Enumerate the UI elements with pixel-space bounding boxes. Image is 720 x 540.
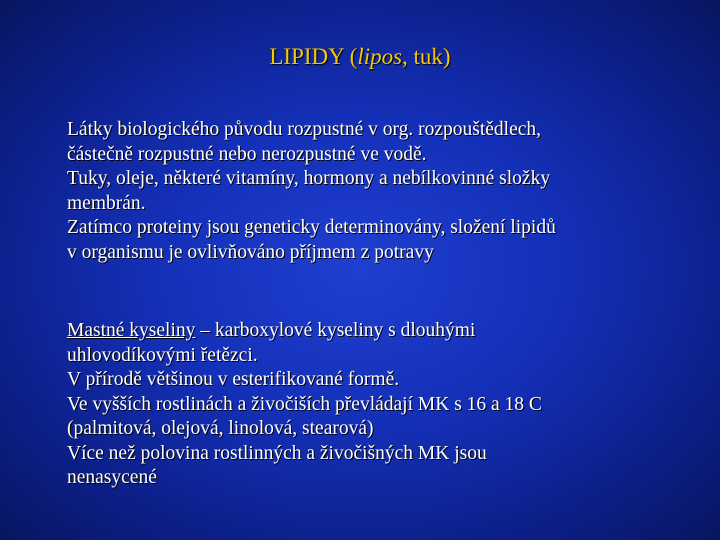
text-line: Ve vyšších rostlinách a živočiších převládají MK s 16 a 18 C — [67, 393, 542, 415]
title-italic: lipos — [357, 44, 403, 69]
title-main: LIPIDY ( — [269, 44, 358, 69]
text-line: částečně rozpustné nebo nerozpustné ve vodě. — [67, 143, 427, 165]
text-line: V přírodě většinou v esterifikované formě. — [67, 369, 400, 390]
title-rest: , tuk) — [402, 44, 451, 69]
text-line: membrán. — [67, 192, 146, 214]
text-line: (palmitová, olejová, linolová, stearová) — [67, 418, 374, 439]
text-line: nenasycené — [67, 467, 157, 488]
text-line: Tuky, oleje, některé vitamíny, hormony a nebílkovinné složky — [67, 168, 551, 189]
fatty-acids-definition: – karboxylové kyseliny s dlouhými — [195, 320, 476, 341]
fatty-acids-term: Mastné kyseliny — [67, 320, 196, 341]
lipids-description — [67, 118, 697, 265]
fatty-acids-heading-line — [67, 319, 697, 344]
text-line: v organismu je ovlivňováno příjmem z potravy — [67, 241, 434, 263]
slide-title — [0, 44, 720, 70]
text-line: Zatímco proteiny jsou geneticky determinovány, složení lipidů — [67, 217, 556, 238]
fatty-acids-description — [67, 319, 697, 491]
text-line: uhlovodíkovými řetězci. — [67, 344, 258, 366]
text-line: Látky biologického původu rozpustné v org. rozpouštědlech, — [67, 119, 542, 140]
text-line: Více než polovina rostlinných a živočišných MK jsou — [67, 442, 487, 464]
